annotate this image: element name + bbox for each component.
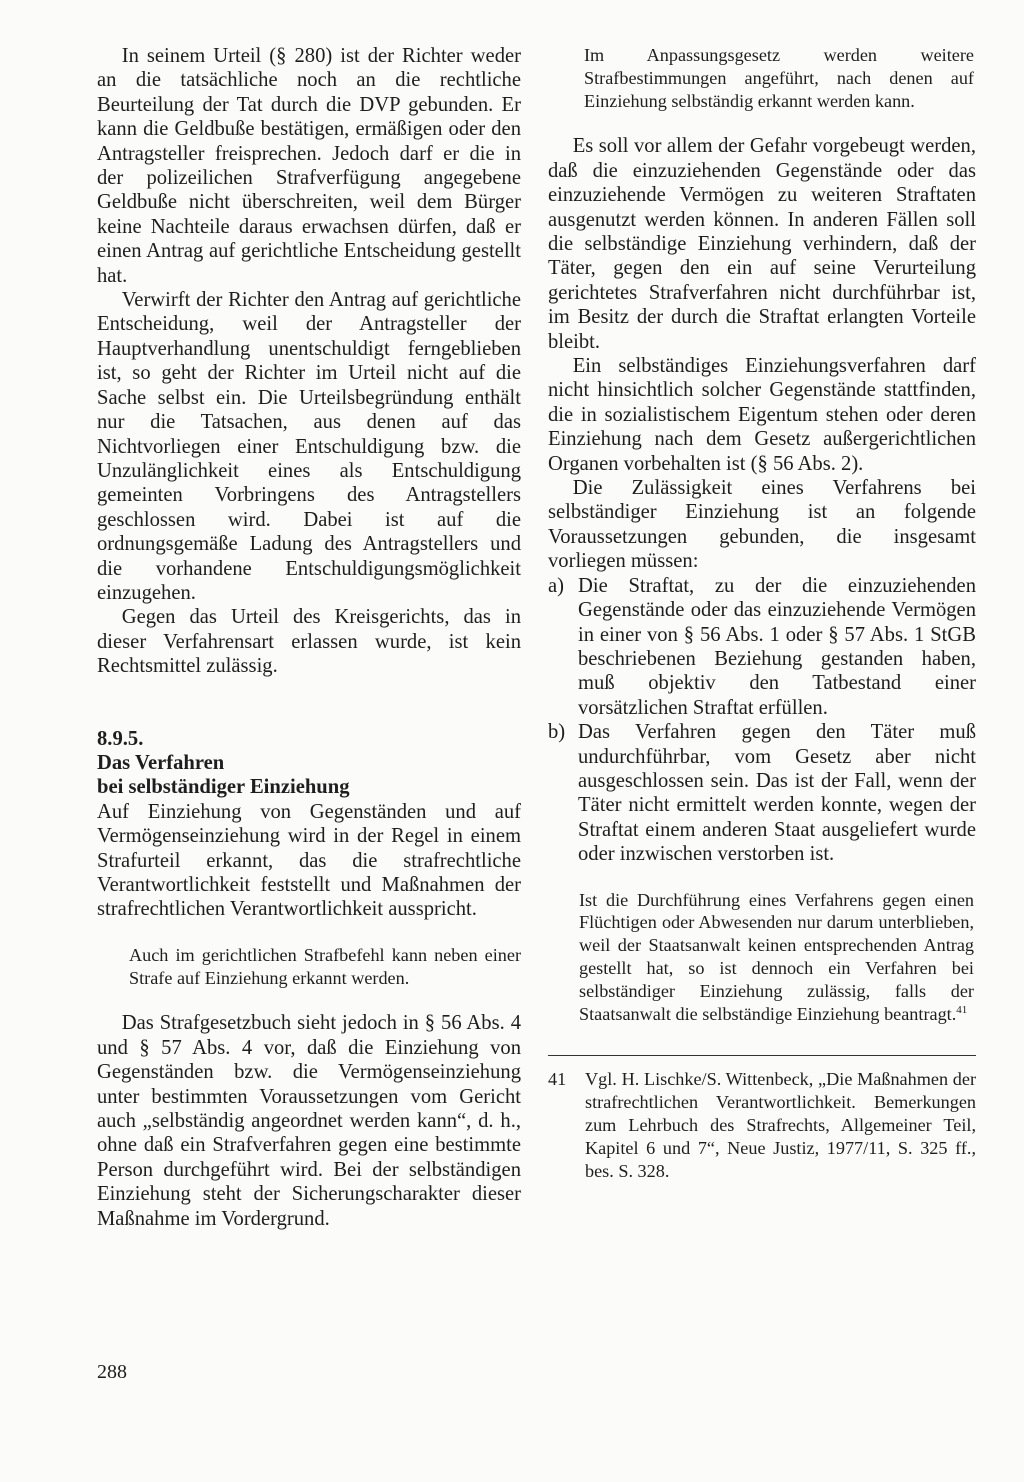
paragraph: Ein selbständiges Einziehungsverfahren darf nicht hinsichtlich solcher Gegenstände stattfinden, die in sozialistischem Eigentum stehen oder deren Einziehung nach dem Gesetz außergerichtlichen Organen vorbehalten ist (§ 56 Abs. 2). bbox=[548, 355, 976, 475]
paragraph: In seinem Urteil (§ 280) ist der Richter weder an die tatsächliche noch an die rechtliche Beurteilung der Tat durch die DVP gebunden. Er kann die Geldbuße bestätigen, ermäßigen oder den Antragsteller freisprechen. Jedoch darf er die in der polizeilichen Strafverfügung angegebene Geldbuße nicht überschreiten, weil dem Bürger keine Nachteile daraus erwachsen dürfen, daß er einen Antrag auf gerichtliche Entscheidung gestellt hat. bbox=[97, 45, 521, 287]
list-text: Die Straftat, zu der die einzuziehenden Gegenstände oder das einzuziehende Vermögen in einer von § 56 Abs. 1 oder § 57 Abs. 1 StGB beschriebenen Beziehung gestanden haben, muß objektiv den Tatbestand einer vorsätzlichen Straftat erfüllen. bbox=[578, 574, 976, 719]
section-title-line-1: Das Verfahren bbox=[97, 751, 225, 774]
footnote-number: 41 bbox=[548, 1069, 567, 1090]
list-text: Das Verfahren gegen den Täter muß undurchführbar, vom Gesetz aber nicht ausgeschlossen sein. Das ist der Fall, wenn der Täter nicht ermittelt werden konnte, wegen der Straftat einem anderen Staat ausgeliefert wurde oder inzwischen verstorben ist. bbox=[578, 721, 976, 866]
left-column bbox=[97, 44, 521, 1231]
note-small-print: Auch im gerichtlichen Strafbefehl kann neben einer Strafe auf Einziehung erkannt werden. bbox=[129, 944, 521, 988]
list-item-b bbox=[548, 720, 976, 866]
paragraph: Auf Einziehung von Gegenständen und auf Vermögenseinziehung wird in der Regel in einem Strafurteil erkannt, das die strafrechtliche Verantwortlichkeit feststellt und Maßnahmen der strafrechtlichen Verantwortlichkeit ausspricht. bbox=[97, 800, 521, 921]
note-small-print bbox=[579, 889, 974, 1026]
list-label: a) bbox=[548, 574, 564, 597]
section-number: 8.9.5. bbox=[97, 727, 144, 750]
section-title-line-2: bei selbständiger Einziehung bbox=[97, 776, 350, 799]
paragraph: Gegen das Urteil des Kreisgerichts, das in dieser Verfahrensart erlassen wurde, ist kein Rechtsmittel zulässig. bbox=[97, 606, 521, 678]
footnote bbox=[548, 1068, 976, 1182]
paragraph: Es soll vor allem der Gefahr vorgebeugt werden, daß die einzuziehenden Gegenstände oder das einzuziehende Vermögen zu weiteren Straftaten ausgenutzt werden können. In anderen Fällen soll die selbständige Einziehung verhindern, daß der Täter, gegen den ein auf seine Verurteilung gerichtetes Strafverfahren nicht durchführbar ist, im Besitz der durch die Straftat erlangten Vorteile bleibt. bbox=[548, 135, 976, 353]
footnote-text: Vgl. H. Lischke/S. Wittenbeck, „Die Maßnahmen der strafrechtlichen Verantwortlichkeit. Bemerkungen zum Lehrbuch des Strafrechts, Allgemeiner Teil, Kapitel 6 und 7“, Neue Justiz, 1977/11, S. 325 ff., bes. S. 328. bbox=[585, 1069, 976, 1181]
note-small-print: Im Anpassungsgesetz werden weitere Strafbestimmungen angeführt, nach denen auf Einziehung selbständig erkannt werden kann. bbox=[584, 45, 974, 111]
paragraph: Verwirft der Richter den Antrag auf gerichtliche Entscheidung, weil der Antragsteller der Hauptverhandlung unentschuldigt ferngeblieben ist, so geht der Richter im Urteil nicht auf die Sache selbst ein. Die Urteilsbegründung enthält nur die Tatsachen, aus denen auf das Nichtvorliegen einer Entschuldigung bzw. die Unzulänglichkeit eines als Entschuldigung gemeinten Vorbringens des Antragstellers geschlossen wird. Dabei ist auf die ordnungsgemäße Ladung des Antragstellers und die vorhandene Entschuldigungsmöglichkeit einzugehen. bbox=[97, 289, 521, 604]
note-text: Ist die Durchführung eines Verfahrens gegen einen Flüchtigen oder Abwesenden nur darum unterblieben, weil der Staatsanwalt keinen entsprechenden Antrag gestellt hat, so ist dennoch ein Verfahren bei selbständiger Einziehung zulässig, falls der Staatsanwalt die selbständige Einziehung beantragt. bbox=[579, 889, 974, 1024]
page-number: 288 bbox=[97, 1361, 127, 1383]
footnote-reference: 41 bbox=[956, 1003, 968, 1016]
paragraph: Das Strafgesetzbuch sieht jedoch in § 56 Abs. 4 und § 57 Abs. 4 vor, daß die Einziehung von Gegenständen bzw. die Vermögenseinziehung unter bestimmten Voraussetzungen vom Gericht auch „selbständig angeordnet werden kann“, d. h., ohne daß ein Strafverfahren gegen eine bestimmte Person durchgeführt wird. Bei der selbständigen Einziehung steht der Sicherungscharakter dieser Maßnahme im Vordergrund. bbox=[97, 1012, 521, 1230]
list-label: b) bbox=[548, 721, 566, 744]
paragraph: Die Zulässigkeit eines Verfahrens bei selbständiger Einziehung ist an folgende Voraussetzungen gebunden, die insgesamt vorliegen müssen: bbox=[548, 477, 976, 573]
footnote-divider bbox=[548, 1055, 976, 1056]
list-item-a bbox=[548, 574, 976, 720]
right-column bbox=[548, 44, 976, 1182]
